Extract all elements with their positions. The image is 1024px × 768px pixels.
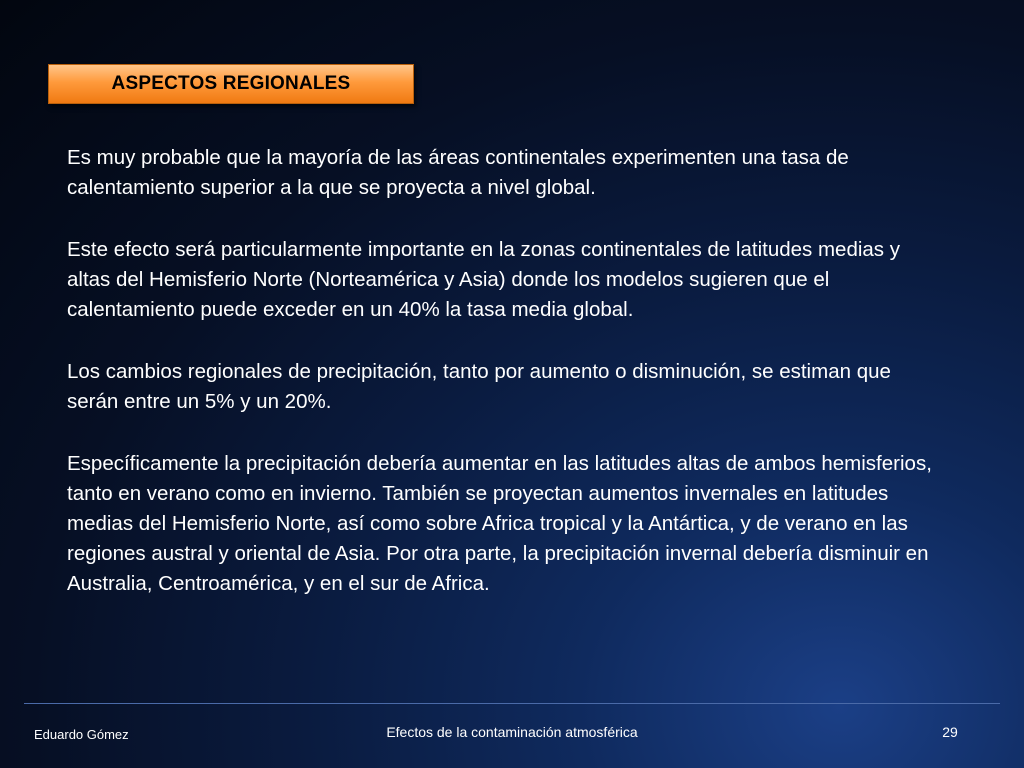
paragraph-2: Este efecto será particularmente importante en la zonas continentales de latitudes medias y altas del Hemisferio Norte (Norteamérica y Asia) donde los modelos sugieren que el calentamiento puede exceder en un 40% la tasa media global. (67, 238, 900, 321)
paragraph-3: Los cambios regionales de precipitación, tanto por aumento o disminución, se estiman que serán entre un 5% y un 20%. (67, 360, 891, 413)
footer-title: Efectos de la contaminación atmosférica (386, 724, 638, 740)
slide-title-box (48, 64, 414, 104)
paragraph-4: Específicamente la precipitación debería aumentar en las latitudes altas de ambos hemisferios, tanto en verano como en invierno. También se proyectan aumentos invernales en latitudes medias del Hemisferio Norte, así como sobre Africa tropical y la Antártica, y de verano en las regiones austral y oriental de Asia. Por otra parte, la precipitación invernal debería disminuir en Australia, Centroamérica, y en el sur de Africa. (67, 452, 932, 595)
footer-divider (24, 703, 1000, 704)
footer-author: Eduardo Gómez (34, 727, 129, 742)
slide-title: ASPECTOS REGIONALES (111, 73, 351, 94)
slide-body (67, 143, 947, 631)
paragraph-1: Es muy probable que la mayoría de las áreas continentales experimenten una tasa de calentamiento superior a la que se proyecta a nivel global. (67, 146, 849, 199)
page-number: 29 (942, 724, 958, 740)
